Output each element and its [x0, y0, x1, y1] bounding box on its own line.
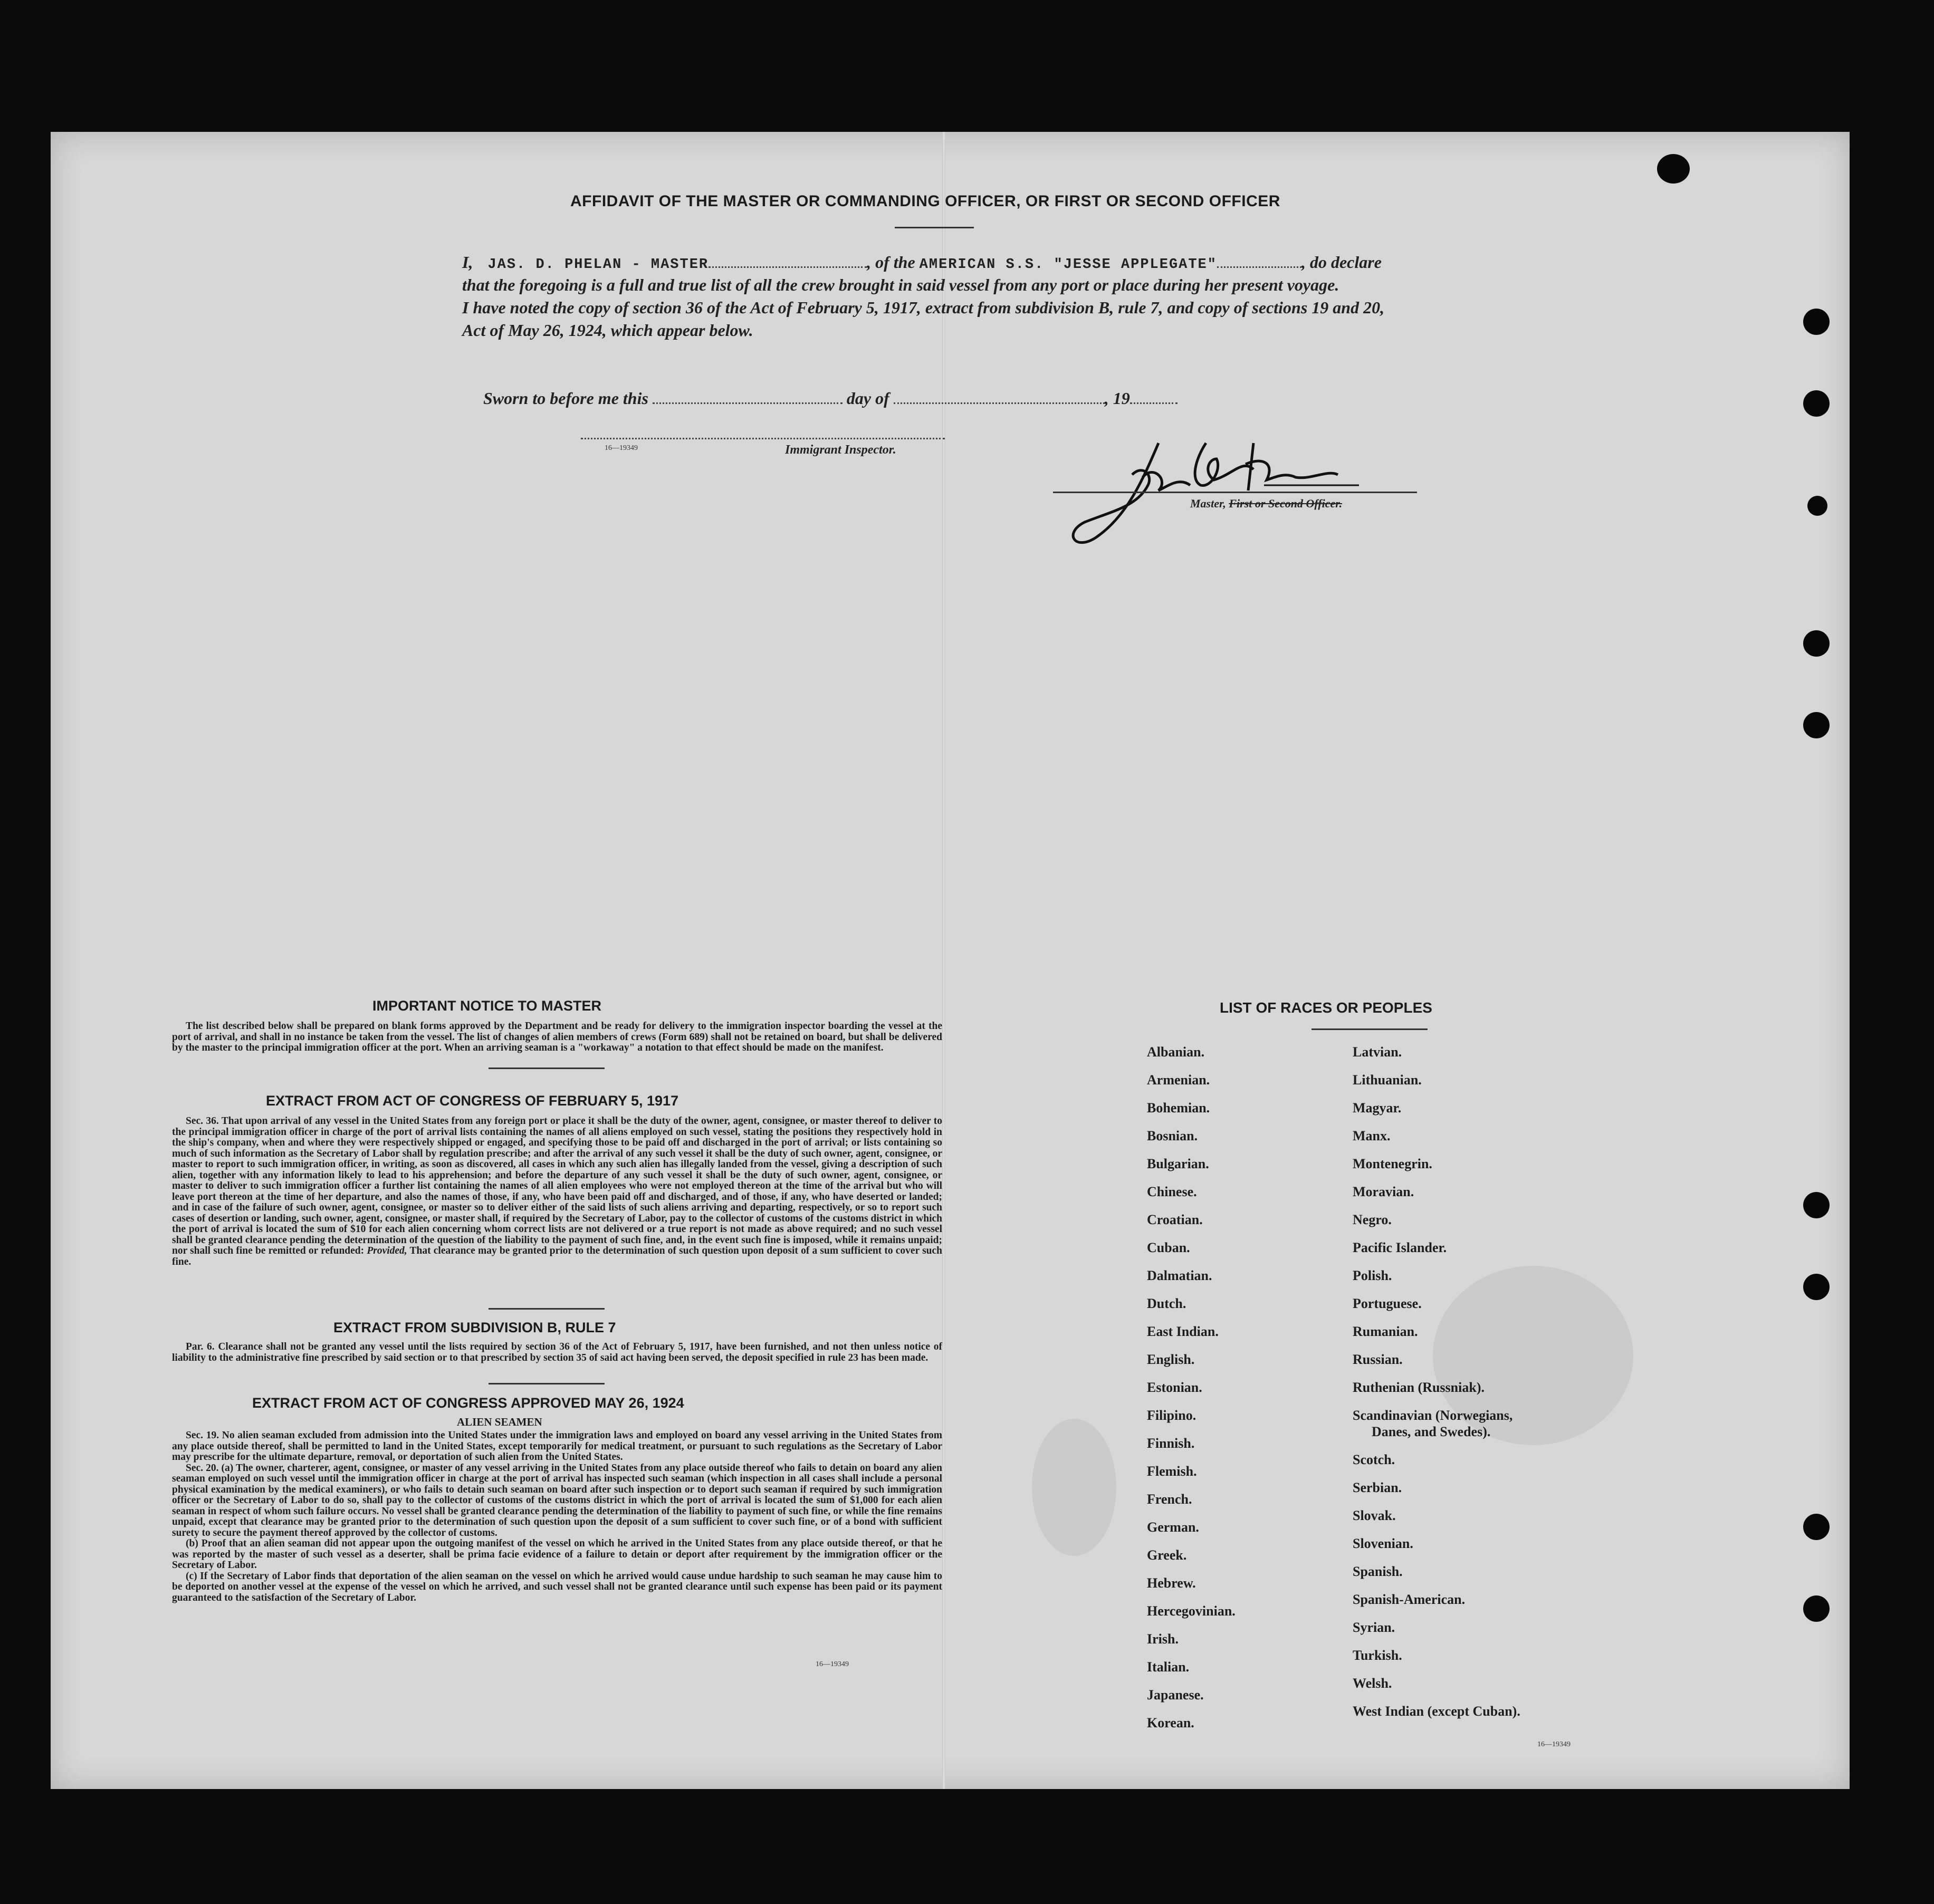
binding-hole	[1803, 1514, 1830, 1540]
affidavit-line-4: Act of May 26, 1924, which appear below.	[462, 321, 753, 340]
caption-master: Master,	[1190, 497, 1226, 510]
binding-hole	[1803, 1595, 1830, 1622]
race-item: Montenegrin.	[1353, 1156, 1432, 1171]
handwritten-signature	[1064, 427, 1475, 549]
race-item: Croatian.	[1147, 1212, 1203, 1227]
form-number: 16—19349	[605, 444, 638, 452]
stain	[1032, 1419, 1116, 1556]
race-item: Filipino.	[1147, 1408, 1196, 1423]
race-item: Greek.	[1147, 1547, 1187, 1563]
binding-hole	[1803, 390, 1830, 417]
affidavit-line-2: that the foregoing is a full and true list of all the crew brought in said vessel from any port or place during her present voyage.	[462, 275, 1339, 294]
text: , 19	[1104, 389, 1130, 408]
dotted-line	[709, 252, 867, 268]
notice-title: IMPORTANT NOTICE TO MASTER	[372, 998, 601, 1014]
race-item: Rumanian.	[1353, 1324, 1418, 1339]
race-item: Japanese.	[1147, 1687, 1204, 1703]
divider	[489, 1068, 605, 1069]
text: That clearance may be granted prior to the determination of such question upon deposit of a sum sufficient to cover such fine.	[172, 1245, 942, 1267]
affidavit-line-3: I have noted the copy of section 36 of the Act of February 5, 1917, extract from subdivision B, rule 7, and copy of sections 19 and 20,	[462, 298, 1385, 317]
paragraph: (c) If the Secretary of Labor finds that deportation of the alien seaman on the vessel on which he arrived would cause undue hardship to such seaman he may cause him to be deported on another vessel at the expense of the vessel on which he arrived, and such vessel shall not be granted clearance until such expense has been paid or its payment guaranteed to the satisfaction of the Secretary of Labor.	[172, 1570, 942, 1603]
paragraph: (b) Proof that an alien seaman did not appear upon the outgoing manifest of the vessel on which he arrived in the United States from any place outside thereof, or that he was reported by the master of such vessel as a deserter, shall be prima facie evidence of a failure to detain or deport after requirement by the immigration officer or the Secretary of Labor.	[172, 1538, 942, 1571]
divider	[1311, 1028, 1428, 1030]
paragraph: The list described below shall be prepared on blank forms approved by the Department and be ready for delivery to the immigration inspector boarding the vessel at the port of arrival, and shall in no instance be taken from the vessel. The list of changes of alien members of crews (Form 689) shall not be retained on board, but shall be delivered by the master to the principal immigration officer at the port. When an arriving seaman is a "workaway" a notation to that effect should be made on the manifest.	[172, 1021, 942, 1053]
text: Sworn to before me this	[483, 389, 648, 408]
race-item: Slovenian.	[1353, 1536, 1413, 1551]
dotted-line	[1130, 388, 1177, 404]
race-item: Scandinavian (Norwegians,	[1353, 1408, 1513, 1423]
text: , of the	[867, 253, 915, 272]
rule7-title: EXTRACT FROM SUBDIVISION B, RULE 7	[333, 1320, 616, 1335]
race-item: Manx.	[1353, 1128, 1391, 1143]
text: I,	[462, 253, 473, 272]
race-item: Russian.	[1353, 1352, 1403, 1367]
text: , do declare	[1301, 253, 1382, 272]
text: Sec. 36. That upon arrival of any vessel in the United States from any foreign port or place it shall be the duty of the owner, agent, consignee, or master thereof to deliver to the principal immigration officer in charge of the port of arrival lists containing the names of all aliens employed on such vessel, stating the positions they respectively hold in the ship's company, when and where they were respectively shipped or engaged, and specifying those to be paid off and discharged in the port of arrival; or lists containing so much of such information as the Secretary of Labor shall by regulation prescribe; and after the arrival of any such vessel it shall be the duty of such owner, agent, consignee, or master to report to such immigration officer, in writing, as soon as discovered, all cases in which any such alien has illegally landed from the vessel, giving a description of such alien, together with any information likely to lead to his apprehension; and before the departure of any such vessel it shall be the duty of such owner, agent, consignee, or master to deliver to such immigration officer a further list containing the names of all alien employees who were not employed thereon at the time of the arrival but who will leave port thereon at the time of her departure, and also the names of those, if any, who have been paid off and discharged, and of those, if any, who have deserted or landed; and in case of the failure of such owner, agent, consignee, or master so to deliver either of the said lists of such aliens arriving and departing, respectively, or so to report such cases of desertion or landing, such owner, agent, consignee, or master shall, if required by the Secretary of Labor, pay to the collector of customs of the customs district in which the port of arrival is located the sum of $10 for each alien concerning whom correct lists are not delivered or a true report is not made as above required; and no such vessel shall be granted clearance pending the determination of the question of the liability to the payment of such fine, and, in the event such fine is imposed, while it remains unpaid; nor shall such fine be remitted or refunded:	[172, 1116, 942, 1256]
binding-hole	[1803, 1274, 1830, 1300]
race-item: Estonian.	[1147, 1380, 1202, 1395]
race-item: Cuban.	[1147, 1240, 1190, 1255]
race-item: Portuguese.	[1353, 1296, 1422, 1311]
dotted-line	[894, 388, 1105, 404]
extract-1924-subtitle: ALIEN SEAMEN	[457, 1416, 542, 1428]
race-item: Ruthenian (Russniak).	[1353, 1380, 1485, 1395]
race-item: Spanish.	[1353, 1564, 1403, 1579]
text: day of	[846, 389, 889, 408]
paragraph: Sec. 19. No alien seaman excluded from admission into the United States under the immigration laws and employed on board any vessel arriving in the United States from any place outside thereof, shall be permitted to land in the United States, except temporarily for medical treatment, or pursuant to such regulations as the Secretary of Labor may prescribe for the ultimate departure, removal, or deportation of such alien from the United States.	[172, 1430, 942, 1463]
race-item: Bulgarian.	[1147, 1156, 1209, 1171]
race-item: Flemish.	[1147, 1464, 1197, 1479]
race-item: Finnish.	[1147, 1436, 1195, 1451]
races-title: LIST OF RACES OR PEOPLES	[1220, 999, 1432, 1016]
race-item: Lithuanian.	[1353, 1072, 1422, 1088]
race-item: Welsh.	[1353, 1676, 1392, 1691]
form-number: 16—19349	[816, 1660, 849, 1668]
race-item: Latvian.	[1353, 1044, 1402, 1060]
race-item: Magyar.	[1353, 1100, 1402, 1116]
race-item: Danes, and Swedes).	[1372, 1424, 1491, 1439]
extract-1917-body	[172, 1116, 942, 1267]
affidavit-line-1	[462, 251, 1382, 276]
race-item: Pacific Islander.	[1353, 1240, 1447, 1255]
race-item: Korean.	[1147, 1715, 1194, 1730]
binding-hole	[1807, 496, 1827, 516]
race-item: Slovak.	[1353, 1508, 1396, 1523]
race-item: German.	[1147, 1520, 1199, 1535]
notice-body	[172, 1021, 942, 1054]
race-item: Armenian.	[1147, 1072, 1210, 1088]
race-item: East Indian.	[1147, 1324, 1219, 1339]
affidavit-title: AFFIDAVIT OF THE MASTER OR COMMANDING OFFICER, OR FIRST OR SECOND OFFICER	[570, 193, 1280, 210]
race-item: Negro.	[1353, 1212, 1392, 1227]
master-name: JAS. D. PHELAN - MASTER	[487, 257, 709, 273]
extract-1924-title: EXTRACT FROM ACT OF CONGRESS APPROVED MAY 26, 1924	[252, 1395, 684, 1411]
race-item: Albanian.	[1147, 1044, 1205, 1060]
rule7-body	[172, 1342, 942, 1363]
binding-hole	[1803, 1192, 1830, 1218]
sworn-line	[483, 387, 1177, 410]
race-item: Italian.	[1147, 1659, 1190, 1675]
race-item: Scotch.	[1353, 1452, 1395, 1467]
races-right-column	[1353, 1038, 1520, 1725]
document-page	[51, 132, 1850, 1789]
race-item: Polish.	[1353, 1268, 1392, 1283]
inspector-label: Immigrant Inspector.	[785, 443, 896, 457]
race-item: Dutch.	[1147, 1296, 1186, 1311]
race-item: Serbian.	[1353, 1480, 1402, 1495]
race-item: Turkish.	[1353, 1648, 1402, 1663]
binding-hole	[1803, 630, 1830, 657]
signature-caption	[1190, 497, 1342, 511]
race-item: Moravian.	[1353, 1184, 1414, 1199]
extract-1917-title: EXTRACT FROM ACT OF CONGRESS OF FEBRUARY 5, 1917	[266, 1093, 679, 1109]
divider	[489, 1308, 605, 1310]
divider	[489, 1383, 605, 1384]
race-item: Syrian.	[1353, 1620, 1395, 1635]
race-item: Dalmatian.	[1147, 1268, 1212, 1283]
dotted-line	[1217, 252, 1301, 268]
paragraph: Sec. 20. (a) The owner, charterer, agent, consignee, or master of any vessel arriving in the United States from any place outside thereof who fails to detain on board any alien seaman employed on such vessel until the immigration officer in charge at the port of arrival has inspected such seaman (which inspection in all cases shall include a personal physical examination by the medical examiners), or who fails to detain such seaman on board after such inspection or to deport such seaman if required by such immigration officer or the Secretary of Labor to do so, shall pay to the collector of customs of the customs district in which the port of arrival is located the sum of $1,000 for each alien seaman in respect of whom such failure occurs. No vessel shall be granted clearance pending the determination of the liability to payment of such fine, or while the fine remains unpaid, except that clearance may be granted prior to the determination of such question upon the deposit of a sum sufficient to cover such fine, or of a bond with sufficient surety to secure the payment thereof approved by the collector of customs.	[172, 1462, 942, 1538]
inspector-line	[581, 438, 945, 439]
races-left-column	[1147, 1038, 1236, 1737]
race-item: French.	[1147, 1492, 1192, 1507]
caption-struck: First or Second Officer.	[1229, 497, 1343, 510]
binding-hole	[1803, 309, 1830, 335]
paragraph: Par. 6. Clearance shall not be granted any vessel until the lists required by section 36 of the Act of February 5, 1917, have been furnished, and not then unless notice of liability to the administrative fine prescribed by said section or to that prescribed by section 35 of said act having been served, the deposit specified in rule 23 has been made.	[172, 1341, 942, 1363]
race-item: Irish.	[1147, 1631, 1179, 1647]
form-number: 16—19349	[1537, 1740, 1571, 1748]
signature-line	[1053, 492, 1417, 493]
divider	[895, 227, 974, 228]
race-item: English.	[1147, 1352, 1195, 1367]
race-item: Bohemian.	[1147, 1100, 1210, 1116]
race-item: Hebrew.	[1147, 1575, 1196, 1591]
paragraph	[172, 1116, 942, 1267]
binding-hole	[1657, 154, 1690, 184]
page-fold	[942, 132, 945, 1789]
vessel-name: AMERICAN S.S. "JESSE APPLEGATE"	[919, 257, 1217, 273]
text: Provided,	[367, 1245, 407, 1256]
race-item: Spanish-American.	[1353, 1592, 1466, 1607]
race-item: West Indian (except Cuban).	[1353, 1704, 1520, 1719]
race-item: Bosnian.	[1147, 1128, 1198, 1143]
extract-1924-body	[172, 1430, 942, 1603]
race-item: Chinese.	[1147, 1184, 1197, 1199]
race-item: Hercegovinian.	[1147, 1603, 1236, 1619]
binding-hole	[1803, 712, 1830, 738]
dotted-line	[653, 388, 842, 404]
